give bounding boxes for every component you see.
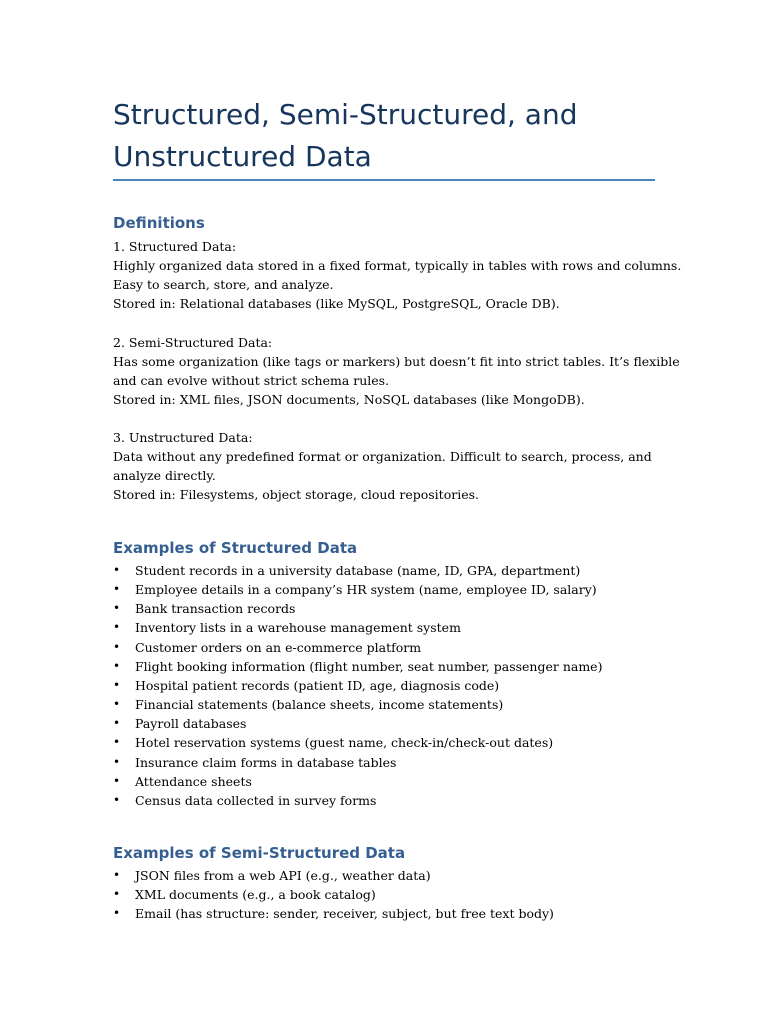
bullet-icon: • bbox=[113, 697, 121, 712]
structured-examples-heading: Examples of Structured Data bbox=[113, 539, 358, 557]
list-item: • Customer orders on an e-commerce platform bbox=[113, 638, 655, 657]
definition-term: 1. Structured Data: bbox=[113, 239, 237, 254]
definition-structured bbox=[113, 237, 682, 313]
definition-line: Stored in: Relational databases (like MySQL, PostgreSQL, Oracle DB). bbox=[113, 296, 560, 311]
list-item: • Flight booking information (flight number, seat number, passenger name) bbox=[113, 657, 655, 676]
definition-semi-structured bbox=[113, 333, 680, 409]
list-item: • XML documents (e.g., a book catalog) bbox=[113, 885, 655, 904]
bullet-icon: • bbox=[113, 677, 121, 692]
semi-structured-examples-list bbox=[113, 866, 655, 923]
bullet-icon: • bbox=[113, 773, 121, 788]
list-item: • Hospital patient records (patient ID, age, diagnosis code) bbox=[113, 676, 655, 695]
structured-examples-list bbox=[113, 561, 655, 810]
list-item: • Census data collected in survey forms bbox=[113, 791, 655, 810]
bullet-icon: • bbox=[113, 754, 121, 769]
definition-line: Highly organized data stored in a fixed format, typically in tables with rows and columns. bbox=[113, 258, 682, 273]
bullet-icon: • bbox=[113, 563, 121, 577]
list-item: • JSON files from a web API (e.g., weather data) bbox=[113, 866, 655, 885]
bullet-icon: • bbox=[113, 735, 121, 750]
list-item: • Bank transaction records bbox=[113, 599, 655, 618]
list-item: • Inventory lists in a warehouse management system bbox=[113, 618, 655, 637]
document-title bbox=[113, 94, 655, 178]
definition-line: Data without any predefined format or organization. Difficult to search, process, and bbox=[113, 449, 652, 464]
bullet-icon: • bbox=[113, 620, 121, 635]
title-underline bbox=[113, 179, 655, 181]
definition-line: analyze directly. bbox=[113, 468, 216, 483]
definition-line: and can evolve without strict schema rules. bbox=[113, 373, 390, 388]
bullet-icon: • bbox=[113, 658, 121, 673]
definition-term: 3. Unstructured Data: bbox=[113, 430, 253, 445]
bullet-icon: • bbox=[113, 792, 121, 807]
list-item: • Financial statements (balance sheets, income statements) bbox=[113, 695, 655, 714]
definition-line: Stored in: Filesystems, object storage, cloud repositories. bbox=[113, 487, 479, 502]
bullet-icon: • bbox=[113, 887, 121, 902]
bullet-icon: • bbox=[113, 716, 121, 731]
definitions-heading: Definitions bbox=[113, 214, 205, 232]
bullet-icon: • bbox=[113, 601, 121, 616]
title-line: Unstructured Data bbox=[113, 140, 372, 173]
bullet-icon: • bbox=[113, 639, 121, 654]
definition-line: Easy to search, store, and analyze. bbox=[113, 277, 334, 292]
list-item: • Employee details in a company’s HR system (name, employee ID, salary) bbox=[113, 580, 655, 599]
definition-term: 2. Semi-Structured Data: bbox=[113, 335, 273, 350]
list-item: • Hotel reservation systems (guest name, check-in/check-out dates) bbox=[113, 733, 655, 752]
list-item: • Email (has structure: sender, receiver, subject, but free text body) bbox=[113, 904, 655, 923]
title-line: Structured, Semi-Structured, and bbox=[113, 98, 578, 131]
list-item: • Attendance sheets bbox=[113, 772, 655, 791]
definition-line: Has some organization (like tags or markers) but doesn’t fit into strict tables. It’s flexible bbox=[113, 354, 680, 369]
list-item: • Student records in a university database (name, ID, GPA, department) bbox=[113, 561, 655, 580]
semi-structured-examples-heading: Examples of Semi-Structured Data bbox=[113, 844, 406, 862]
bullet-icon: • bbox=[113, 906, 121, 921]
list-item: • Insurance claim forms in database tables bbox=[113, 753, 655, 772]
list-item: • Payroll databases bbox=[113, 714, 655, 733]
definition-line: Stored in: XML files, JSON documents, NoSQL databases (like MongoDB). bbox=[113, 392, 585, 407]
definition-unstructured bbox=[113, 428, 655, 504]
bullet-icon: • bbox=[113, 582, 121, 597]
bullet-icon: • bbox=[113, 868, 121, 882]
